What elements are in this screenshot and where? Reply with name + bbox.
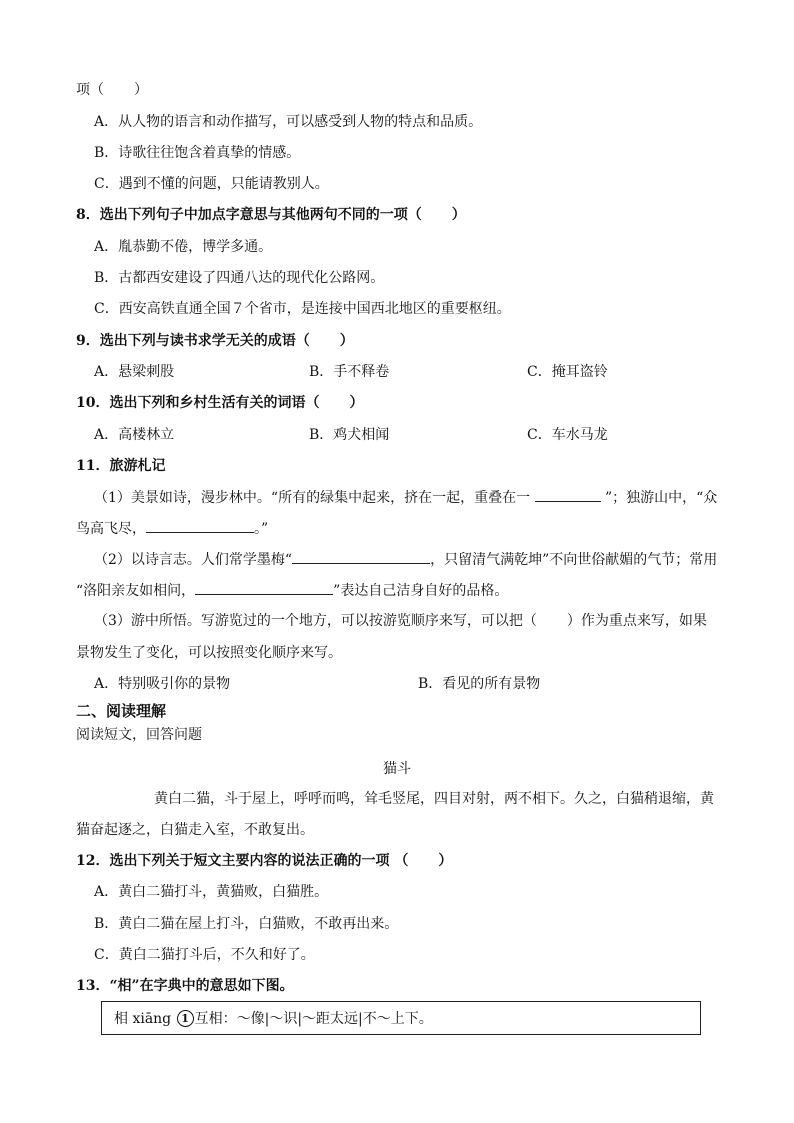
circled-number-one: 1	[177, 1010, 194, 1027]
q10-option-c: C．车水马龙	[527, 427, 608, 443]
q12-stem: 12．选出下列关于短文主要内容的说法正确的一项 （ ）	[76, 853, 453, 869]
passage-line-2: 猫奋起逐之，白猫走入室，不敢复出。	[76, 822, 314, 838]
q8-option-c: C．西安高铁直通全国７个省市，是连接中国西北地区的重要枢纽。	[94, 301, 511, 317]
q7-option-c: C．遇到不懂的问题，只能请教别人。	[94, 176, 329, 192]
fill-blank-1[interactable]	[535, 487, 601, 502]
passage-line-1: 黄白二猫，斗于屋上，呼呼而鸣，耸毛竖尾，四目对射，两不相下。久之，白猫稍退缩，黄	[154, 791, 714, 807]
q11-part2-line1: （2）以诗言志。人们常学墨梅“ ，只留清气满乾坤”不向世俗献媚的气节；常用	[94, 549, 717, 570]
q12-option-b: B．黄白二猫在屋上打斗，白猫败，不敢再出来。	[94, 916, 399, 932]
q10-option-a: A．高楼林立	[94, 427, 175, 443]
dictionary-entry: 相 xiāng 1 互相：～像|～识|～距太远|不～上下。	[114, 1011, 433, 1027]
q11-option-a: A．特别吸引你的景物	[94, 676, 231, 692]
section-heading: 二、阅读理解	[76, 702, 167, 720]
q9-option-a: A．悬梁刺股	[94, 364, 175, 380]
q12-option-a: A．黄白二猫打斗，黄猫败，白猫胜。	[94, 884, 329, 900]
q10-option-b: B．鸡犬相闻	[309, 427, 390, 443]
q11-part3-line1: （3）游中所悟。写游览过的一个地方，可以按游览顺序来写，可以把（ ）作为重点来写，如果	[94, 613, 707, 629]
q7-option-b: B．诗歌往往饱含着真挚的情感。	[94, 145, 301, 161]
q11-part3-line2: 景物发生了变化，可以按照变化顺序来写。	[76, 645, 342, 661]
section-intro: 阅读短文，回答问题	[76, 727, 202, 743]
q7-stem-continuation: 项（ ）	[76, 82, 148, 98]
q11-part2-line2: “洛阳亲友如相问， ”表达自己洁身自好的品格。	[76, 580, 508, 601]
fill-blank-4[interactable]	[195, 580, 333, 595]
fill-blank-2[interactable]	[146, 518, 254, 533]
q8-option-a: A．胤恭勤不倦，博学多通。	[94, 239, 273, 255]
q10-stem: 10．选出下列和乡村生活有关的词语（ ）	[76, 395, 364, 411]
q13-stem: 13．“相”在字典中的意思如下图。	[76, 978, 294, 994]
q11-stem: 11．旅游札记	[76, 458, 166, 474]
q9-option-b: B．手不释卷	[309, 364, 390, 380]
q9-option-c: C．掩耳盗铃	[527, 364, 608, 380]
q11-part1-line2: 鸟高飞尽， 。”	[76, 518, 268, 539]
q11-option-b: B．看见的所有景物	[418, 676, 541, 692]
q8-stem: 8．选出下列句子中加点字意思与其他两句不同的一项（ ）	[76, 207, 466, 223]
passage-title: 猫斗	[383, 761, 411, 777]
q8-option-b: B．古都西安建设了四通八达的现代化公路网。	[94, 270, 385, 286]
q9-stem: 9．选出下列与读书求学无关的成语（ ）	[76, 333, 354, 349]
q12-option-c: C．黄白二猫打斗后，不久和好了。	[94, 947, 315, 963]
dictionary-entry-box	[101, 1001, 701, 1035]
q7-option-a: A．从人物的语言和动作描写，可以感受到人物的特点和品质。	[94, 114, 483, 130]
fill-blank-3[interactable]	[292, 549, 430, 564]
q11-part1-line1: （1）美景如诗，漫步林中。“所有的绿集中起来，挤在一起，重叠在一 ”；独游山中，“众	[94, 487, 717, 508]
